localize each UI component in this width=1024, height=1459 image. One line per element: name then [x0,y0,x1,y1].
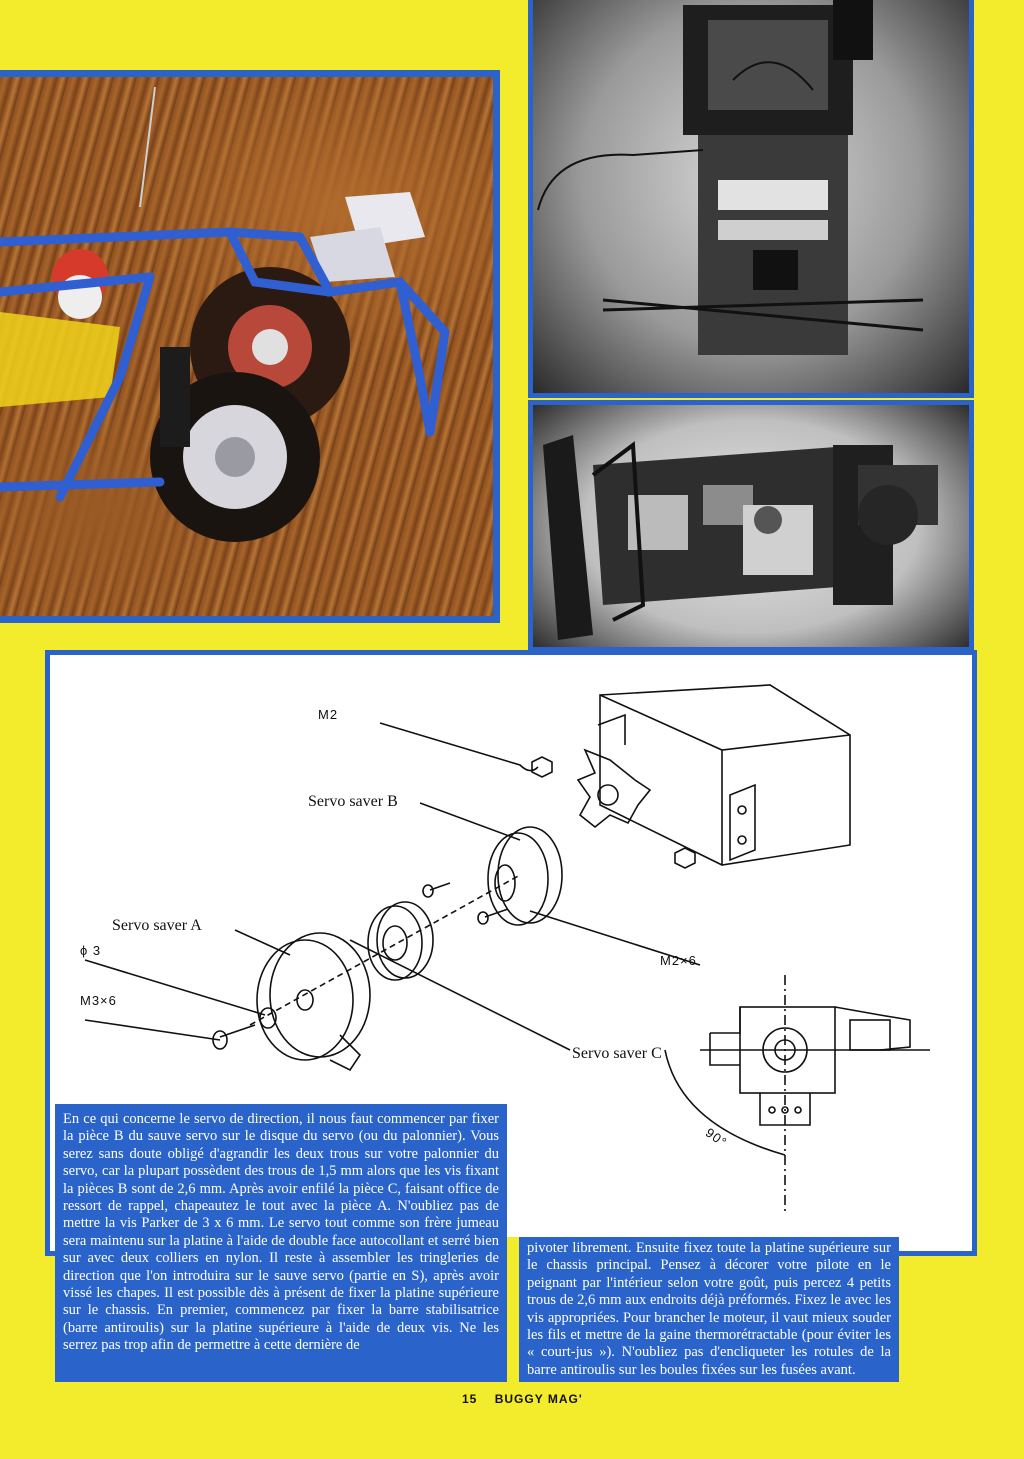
label-m2x6: M2×6 [660,953,697,968]
page-number: 15 [462,1392,478,1406]
buggy-illustration [0,77,493,623]
label-servo-saver-a: Servo saver A [112,917,202,934]
article-text-left: En ce qui concerne le servo de direction, il nous faut commencer par fixer la pièce B du sauve servo sur le disque du servo (ou du palonnier). Vous serez sans doute obligé d'agrandir les deux trous sur votre palonnier du servo, car la plupart possèdent des trous de 1,5 mm alors que les vis fixant la pièces B sont de 2,6 mm. Après avoir enfilé la pièce C, faisant office de ressort de rappel, chapeautez le tout avec la pièce A. N'oubliez pas de mettre la vis Parker de 3 x 6 mm. Le servo tout comme son frère jumeau sera maintenu sur la platine à l'aide de double face autocollant et serré bien sur avec deux colliers en nylon. Il reste à assembler les tringleries de direction que l'on introduira sur le sauve servo (partie en S), après avoir vissé les chapes. Il est possible dès à présent de fixer la platine supérieure sur le chassis. En premier, commencez par fixer la barre stabilisatrice (barre antiroulis) sur la platine supérieure à l'aide de deux vis. Ne les serrez pas trop afin de permettre à cette dernière de [55,1104,507,1382]
text-box-notch [507,1237,519,1382]
chassis-top-view-photo [528,0,974,398]
chassis-angled-view-photo [528,400,974,652]
label-m2: M2 [318,707,339,722]
label-m3x6: M3×6 [80,993,117,1008]
chassis-top-illustration [533,0,969,393]
label-angle: 90° [702,1124,730,1151]
page-footer [462,1392,583,1406]
label-servo-saver-c: Servo saver C [572,1045,662,1062]
label-servo-saver-b: Servo saver B [308,793,398,810]
buggy-action-photo [0,70,500,623]
magazine-name: BUGGY MAG' [494,1392,583,1406]
label-phi3: ϕ 3 [80,943,102,958]
article-text-right: pivoter librement. Ensuite fixez toute la platine supérieure sur le chassis principal. Pensez à décorer votre pilote en le peignant par l'intérieur selon votre goût, puis percez 4 petits trous de 2,6 mm aux endroits déjà préformés. Fixez le avec les vis appropriées. Pour brancher le moteur, il vaut mieux souder les fils et mettre de la gaine thermorétractable (pour éviter les « court-jus »). N'oubliez pas d'encliqueter les rotules de la barre antiroulis sur les boules fixées sur les fusées avant. [507,1237,899,1382]
chassis-side-illustration [533,405,969,647]
